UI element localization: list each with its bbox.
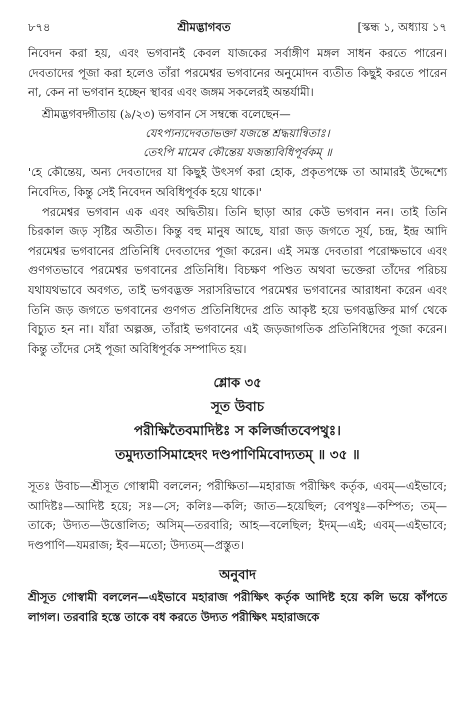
translation-text: শ্রীসূত গোস্বামী বললেন—এইভাবে মহারাজ পরীক্ষিৎ কর্তৃক আদিষ্ট হয়ে কলি ভয়ে কাঁপতে লাগল। তরবারি হস্তে তাকে বধ করতে উদ্যত পরীক্ষিৎ মহারাজকে [28,589,447,624]
translation-section [28,565,447,627]
verse-section [28,373,447,467]
gita-verse-line-2: তেঽপি মামেব কৌন্তেয় যজন্ত্যবিধিপূর্বকম্ ॥ [143,144,332,159]
gita-translation: 'হে কৌন্তেয়, অন্য দেবতাদের যা কিছুই উৎসর্গ করা হোক, প্রকৃতপক্ষে তা আমারই উদ্দেশ্যে নিবেদিত, কিন্তু সেই নিবেদন অবিধিপূর্বক হয়ে থাকে।' [28,165,447,199]
verse-line-1: পরীক্ষিতৈবমাদিষ্টঃ স কলির্জাতবেপথুঃ। [134,423,341,440]
gita-reference: শ্রীমদ্ভগবদ্গীতায় (৯/২৩) ভগবান সে সম্বন্ধে বলেছেন— [42,106,291,121]
page-number: ৮৭৪ [28,20,51,34]
gita-verse-line-1: যেঽপ্যন্যদেবতাভক্তা যজন্তে শ্রদ্ধয়ান্বিতাঃ। [145,126,330,141]
purport-paragraph-2: পরমেশ্বর ভগবান এক এবং অদ্বিতীয়। তিনি ছাড়া আর কেউ ভগবান নন। তাই তিনি চিরকাল জড় সৃষ্টির অতীত। কিন্তু বহু মানুষ আছে, যারা জড় জগতে সূর্য, চন্দ্র, ইন্দ্র আদি পরমেশ্বর ভগবানের প্রতিনিধি দেবতাদের পূজা করেন। এই সমস্ত দেবতারা পরোক্ষভাবে এবং গুণগতভাবে পরমেশ্বর ভগবানের প্রতিনিধি। বিচক্ষণ পণ্ডিত অথবা ভক্তেরা তাঁদের পরিচয় যথাযথভাবে অবগত, তাই ভগবদ্ভক্ত সরাসরিভাবে পরমেশ্বর ভগবানের আরাধনা করেন এবং তিনি জড় জগতে ভগবানের গুণগত প্রতিনিধিদের প্রতি আকৃষ্ট হয়ে ভগবদ্ভক্তির মার্গ থেকে বিচ্যুত হন না। যাঁরা অল্পজ্ঞ, তাঁরাই ভগবানের এই জড়জাগতিক প্রতিনিধিদের পূজা করেন। কিন্তু তাঁদের সেই পূজা অবিধিপূর্বক সম্পাদিত হয়। [28,204,447,356]
word-synonyms: সূতঃ উবাচ—শ্রীসূত গোস্বামী বললেন; পরীক্ষিতা—মহারাজ পরীক্ষিৎ কর্তৃক, এবম্—এইভাবে; আদিষ্টঃ—আদিষ্ট হয়ে; সঃ—সে; কলিঃ—কলি; জাত—হয়েছিল; বেপথুঃ—কম্পিত; তম্—তাকে; উদ্যত—উত্তোলিত; অসিম্—তরবারি; আহ—বলেছিল; ইদম্—এই; এবম্—এইভাবে; দণ্ডপাণি—যমরাজ; ইব—মতো; উদ্যতম্—প্রস্তুত। [28,479,447,552]
canto-chapter-label: [স্কন্ধ ১, অধ্যায় ১৭ [357,20,447,34]
verse-line-2: তমুদ্যতাসিমাহেদং দণ্ডপাণিমিবোদ্যতম্ ॥ ৩৫ ॥ [115,447,360,464]
verse-speaker: সূত উবাচ [211,399,264,416]
purport-section [28,44,447,359]
running-header [28,18,447,44]
translation-heading: অনুবাদ [219,567,256,583]
verse-heading: শ্লোক ৩৫ [213,376,262,392]
purport-paragraph-1: নিবেদন করা হয়, এবং ভগবানই কেবল যাজকের সর্বাঙ্গীণ মঙ্গল সাধন করতে পারেন। দেবতাদের পূজা করা হলেও তাঁরা পরমেশ্বর ভগবানের অনুমোদন ব্যতীত কিছুই করতে পারেন না, কেন না ভগবান হচ্ছেন স্থাবর এবং জঙ্গম সকলেরই অন্তর্যামী। [28,46,447,100]
book-title: শ্রীমদ্ভাগবত [177,20,231,34]
gita-verse [28,124,447,161]
